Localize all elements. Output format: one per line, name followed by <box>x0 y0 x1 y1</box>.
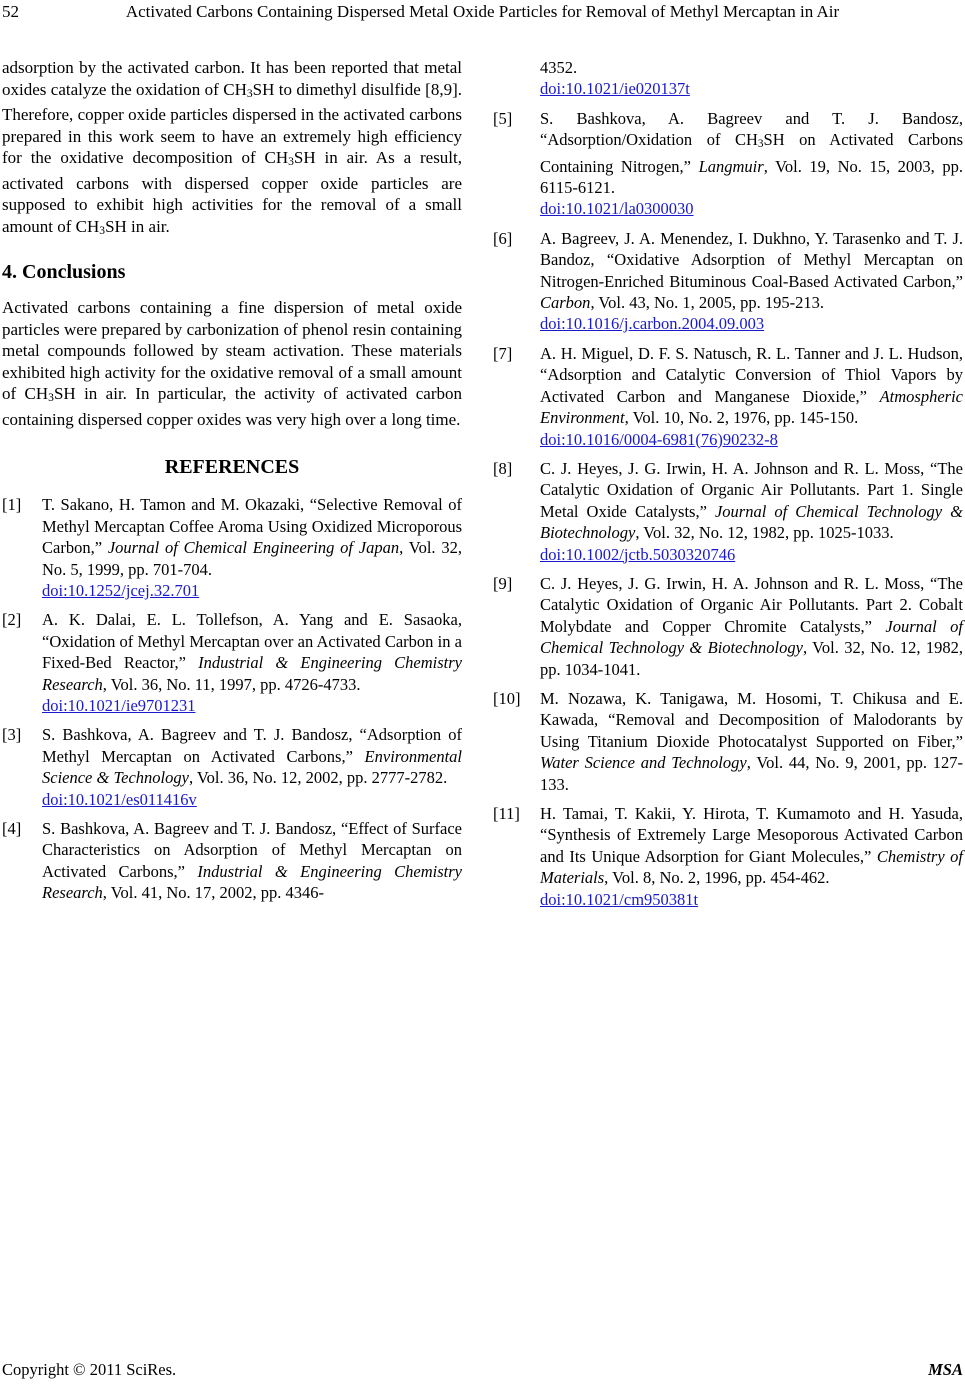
text-segment: SH to dimethyl disulfide [8,9]. Therefore, copper oxide particles dispersed in the activated carbons prepared in this work seem to have an extremely high efficiency for the oxidative decomposition of CH <box>2 79 462 168</box>
page-number: 52 <box>2 2 19 21</box>
reference-item-1 <box>2 494 462 601</box>
reference-body <box>42 609 462 716</box>
reference-item-2 <box>2 609 462 716</box>
page-footer <box>2 1360 963 1380</box>
reference-item-6 <box>493 228 963 335</box>
reference-body <box>42 494 462 601</box>
text-segment: , Vol. 8, No. 2, 1996, pp. 454-462. <box>604 868 830 888</box>
doi-link[interactable]: doi:10.1016/0004-6981(76)90232-8 <box>540 429 778 449</box>
reference-label: [8] <box>493 458 513 478</box>
text-segment: A. K. Dalai, E. L. Tollefson, A. Yang and E. Sasaoka, “Oxidation of Methyl Mercaptan over an Activated Carbon in a Fixed-Bed Reactor,” <box>42 610 462 673</box>
journal-title: Journal of Chemical Engineering of Japan <box>107 538 400 558</box>
intro-paragraph <box>2 57 462 241</box>
reference-item-4 <box>2 818 462 904</box>
subscript: 3 <box>48 391 54 405</box>
reference-label: [1] <box>2 495 22 515</box>
reference-body <box>540 343 963 450</box>
doi-link[interactable]: doi:10.1021/ie9701231 <box>42 695 196 715</box>
text-segment: , Vol. 36, No. 12, 2002, pp. 2777-2782. <box>188 768 448 788</box>
text-segment: A. H. Miguel, D. F. S. Natusch, R. L. Tanner and J. L. Hudson, “Adsorption and Catalytic Conversion of Thiol Vapors by Activated Carbon and Manganese Dioxide,” <box>540 343 963 406</box>
text-segment: , Vol. 44, No. 9, 2001, pp. 127-133. <box>540 753 963 794</box>
doi-link[interactable]: doi:10.1021/la0300030 <box>540 199 694 219</box>
running-title: Activated Carbons Containing Dispersed Metal Oxide Particles for Removal of Methyl Mercaptan in Air <box>125 2 840 21</box>
reference-body <box>540 688 963 795</box>
text-segment: C. J. Heyes, J. G. Irwin, H. A. Johnson and R. L. Moss, “The Catalytic Oxidation of Organic Air Pollutants. Part 1. Single Metal Oxide Catalysts,” <box>540 458 963 521</box>
reference-item-10 <box>493 688 963 795</box>
text-segment: S. Bashkova, A. Bagreev and T. J. Bandosz, “Adsorption/Oxidation of CH <box>540 108 963 150</box>
text-segment: , Vol. 32, No. 5, 1999, pp. 701-704. <box>42 538 463 579</box>
doi-link[interactable]: doi:10.1021/es011416v <box>42 789 197 809</box>
text-segment: , Vol. 19, No. 15, 2003, pp. 6115-6121. <box>540 156 963 198</box>
journal-title: Environmental Science & Technology <box>42 746 462 788</box>
text-segment: SH in air. As a result, activated carbons with dispersed copper oxide particles are supposed to exhibit high activities for the removal of a small amount of CH <box>2 148 463 236</box>
reference-item-5 <box>493 108 963 220</box>
text-segment: SH on Activated Carbons Containing Nitrogen,” <box>540 130 963 176</box>
reference-item-3 <box>2 724 462 810</box>
reference-body <box>540 803 963 910</box>
reference-body <box>540 228 963 335</box>
journal-title: Chemistry of Materials <box>540 846 963 888</box>
text-segment: , Vol. 10, No. 2, 1976, pp. 145-150. <box>624 408 859 428</box>
reference-label: [7] <box>493 343 513 363</box>
journal-title: Water Science and Technology <box>540 753 747 773</box>
journal-title: Langmuir <box>698 156 764 176</box>
doi-link[interactable]: doi:10.1021/cm950381t <box>540 889 699 909</box>
text-segment: S. Bashkova, A. Bagreev and T. J. Bandosz, “Effect of Surface Characteristics on Adsorption of Methyl Mercaptan on Activated Carbons,” <box>42 819 462 881</box>
text-segment: C. J. Heyes, J. G. Irwin, H. A. Johnson and R. L. Moss, “The Catalytic Oxidation of Organic Air Pollutants. Part 2. Cobalt Molybdate and Copper Chromite Catalysts,” <box>540 573 963 636</box>
journal-title: Journal of Chemical Technology & Biotechnology <box>540 616 963 658</box>
doi-link[interactable]: doi:10.1002/jctb.5030320746 <box>540 544 736 564</box>
text-segment: A. Bagreev, J. A. Menendez, I. Dukhno, Y. Tarasenko and T. J. Bandoz, “Oxidative Adsorption of Methyl Mercaptan on Nitrogen-Enriched Bituminous Coal-Based Activated Carbon,” <box>540 228 963 291</box>
subscript: 3 <box>99 223 106 237</box>
reference-body <box>540 57 963 100</box>
text-segment: M. Nozawa, K. Tanigawa, M. Hosomi, T. Chikusa and E. Kawada, “Removal and Decomposition of Malodorants by Using Titanium Dioxide Photocatalyst Supported on Fiber,” <box>540 688 963 751</box>
reference-body <box>540 573 963 680</box>
page-header <box>2 2 963 24</box>
text-segment: SH in air. <box>105 216 170 236</box>
reference-label-empty <box>493 57 540 100</box>
subscript: 3 <box>757 138 764 151</box>
doi-link[interactable]: doi:10.1252/jcej.32.701 <box>42 580 200 600</box>
text-segment: T. Sakano, H. Tamon and M. Okazaki, “Selective Removal of Methyl Mercaptan Coffee Aroma Using Oxidized Microporous Carbon,” <box>42 495 462 558</box>
text-segment: , Vol. 41, No. 17, 2002, pp. 4346- <box>102 883 325 903</box>
text-segment: , Vol. 32, No. 12, 1982, pp. 1025-1033. <box>635 523 894 543</box>
doi-link[interactable]: doi:10.1021/ie020137t <box>540 79 690 99</box>
reference-item-4-continuation <box>493 57 963 100</box>
journal-title: Journal of Chemical Technology & Biotechnology <box>540 501 963 543</box>
reference-body <box>42 818 462 904</box>
references-heading: REFERENCES <box>164 456 300 479</box>
reference-label: [4] <box>2 819 22 838</box>
reference-label: [9] <box>493 573 513 593</box>
reference-label: [5] <box>493 108 513 128</box>
reference-body <box>42 724 462 810</box>
reference-label: [10] <box>493 688 521 708</box>
subscript: 3 <box>246 86 253 100</box>
reference-body <box>540 108 963 220</box>
journal-abbreviation: MSA <box>928 1360 963 1379</box>
reference-item-7 <box>493 343 963 450</box>
reference-label: [11] <box>493 804 520 824</box>
journal-title: Carbon <box>540 293 591 313</box>
text-segment: H. Tamai, T. Kakii, Y. Hirota, T. Kumamoto and H. Yasuda, “Synthesis of Extremely Large Mesoporous Activated Carbon and Its Unique Adsorption for Giant Molecules,” <box>540 804 963 866</box>
reference-item-8 <box>493 458 963 565</box>
content-columns <box>2 57 963 918</box>
text-segment: adsorption by the activated carbon. It has been reported that metal oxides catalyze the oxidation of CH <box>2 58 462 99</box>
reference-item-9 <box>493 573 963 680</box>
text-segment: , Vol. 36, No. 11, 1997, pp. 4726-4733. <box>102 674 361 694</box>
reference-label: [2] <box>2 610 22 630</box>
copyright-text: Copyright © 2011 SciRes. <box>2 1360 177 1379</box>
journal-title: Atmospheric Environment <box>540 386 963 428</box>
text-segment: SH in air. In particular, the activity of activated carbon containing dispersed copper oxides was very high over a long time. <box>2 384 462 429</box>
text-segment: , Vol. 43, No. 1, 2005, pp. 195-213. <box>590 293 825 313</box>
text-segment: Activated carbons containing a fine dispersion of metal oxide particles were prepared by carbonization of phenol resin containing metal compounds followed by steam activation. These materials exhibited high activity for the oxidative removal of a small amount of CH <box>2 298 462 404</box>
reference-label: [3] <box>2 725 22 745</box>
subscript: 3 <box>288 155 294 169</box>
text-segment: 4352. <box>540 58 578 77</box>
text-segment: , Vol. 32, No. 12, 1982, pp. 1034-1041. <box>540 638 963 679</box>
reference-item-11 <box>493 803 963 910</box>
journal-title: Industrial & Engineering Chemistry Research <box>42 861 462 903</box>
reference-label: [6] <box>493 228 513 248</box>
conclusions-paragraph <box>2 297 462 430</box>
doi-link[interactable]: doi:10.1016/j.carbon.2004.09.003 <box>540 314 765 334</box>
reference-body <box>540 458 963 565</box>
left-column <box>2 57 462 918</box>
text-segment: S. Bashkova, A. Bagreev and T. J. Bandosz, “Adsorption of Methyl Mercaptan on Activated Carbons,” <box>42 725 462 766</box>
right-column <box>493 57 963 918</box>
journal-title: Industrial & Engineering Chemistry Research <box>42 653 462 694</box>
conclusions-heading: 4. Conclusions <box>2 261 126 284</box>
